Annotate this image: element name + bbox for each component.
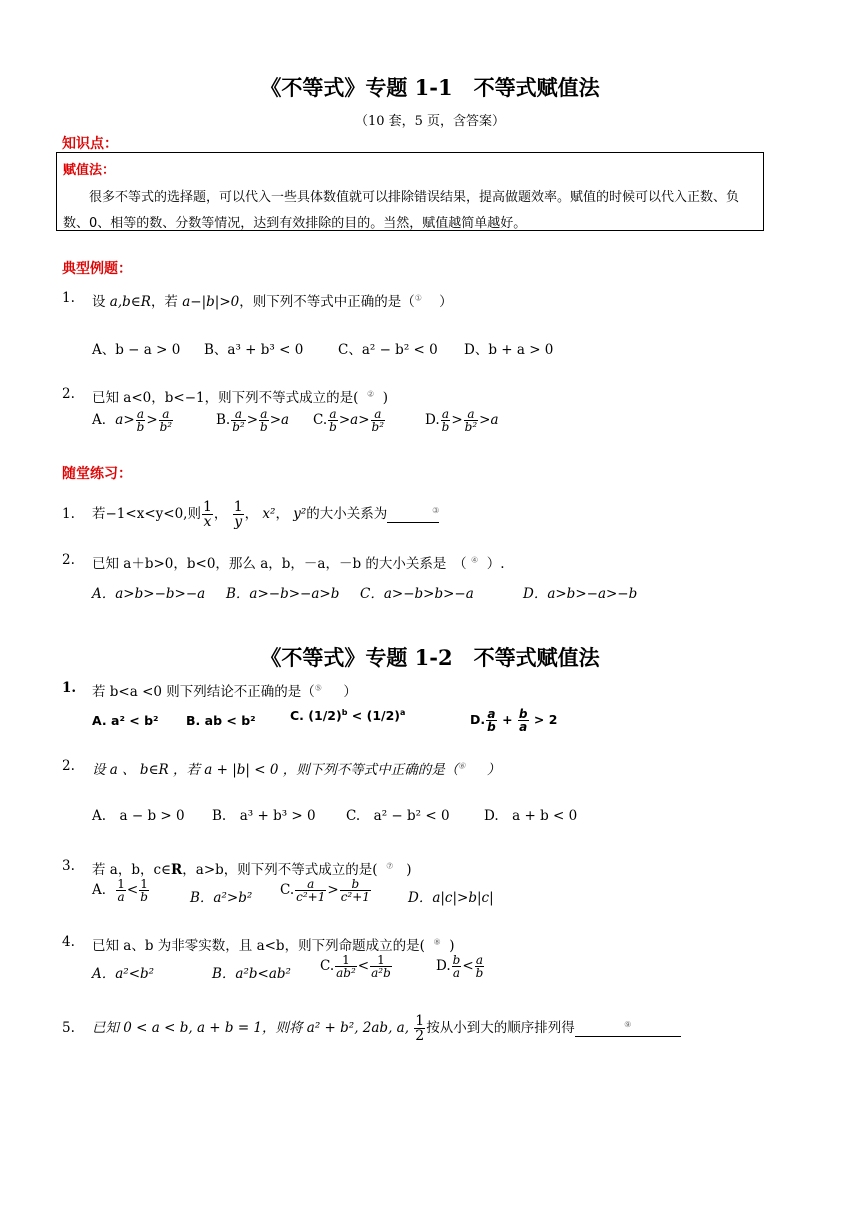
knowledge-box — [56, 152, 764, 231]
s2-q2-option-a: A. a − b > 0 — [92, 808, 185, 824]
answer-mark: ⑧ — [433, 937, 441, 947]
question-stem: 设 a,b∈R，若 a−|b|>0，则下列不等式中正确的是（① ） — [92, 293, 453, 310]
s2-q1-option-c: C. $(1/2)^b < (1/2)^a$ — [290, 708, 406, 724]
assignment-method-heading: 赋值法： — [63, 163, 116, 178]
question-number: 3. — [62, 858, 75, 874]
answer-mark: ⑤ — [314, 683, 322, 693]
page-subtitle: （10 套，5 页，含答案） — [354, 114, 506, 129]
s2-q3-option-d: D．a|c|>b|c| — [408, 890, 494, 906]
s2-q2-option-b: B. a³ + b³ > 0 — [212, 808, 316, 824]
question-number: 4. — [62, 934, 75, 950]
example-1-option-b: B、a³ + b³ < 0 — [204, 342, 304, 358]
s2-q3-option-b: B．a²>b² — [190, 890, 253, 906]
answer-mark: ① — [414, 293, 422, 303]
answer-mark: ② — [366, 389, 375, 399]
question-stem: 已知 a＋b>0，b<0，那么 a，b，－a，－b 的大小关系是 （ ④ ）. — [92, 555, 505, 572]
example-2-option-b: B. $\frac{a}{\text{b²}}$ > $\frac{a}{b}$ >a — [216, 407, 290, 434]
page-title: 《不等式》专题 1-1 不等式赋值法 — [260, 75, 600, 100]
practice-heading: 随堂练习： — [62, 466, 132, 482]
s2-q1-option-d: D. $\frac{a}{b}$ + $\frac{b}{a}$ > 2 — [470, 707, 558, 734]
s2-q2-option-d: D. a + b < 0 — [484, 808, 578, 824]
answer-mark: ⑦ — [386, 861, 394, 871]
answer-mark: ⑨ — [624, 1019, 632, 1029]
answer-mark: ⑥ — [458, 761, 466, 771]
question-stem: 已知 0 < a < b, a + b = 1，则将 a² + b², 2ab, a, $\frac{1}{2}$ 按从小到大的顺序排列得 ⑨ — [92, 1014, 681, 1043]
question-stem: 已知 a、b 为非零实数，且 a<b，则下列命题成立的是( ⑧ ) — [92, 937, 455, 954]
question-stem: 设 a 、 b∈R ，若 a + |b| < 0 ，则下列不等式中正确的是（⑥ ） — [92, 761, 501, 778]
practice-2-option-a: A．a>b>−b>−a — [92, 586, 206, 602]
example-1-option-c: C、a² − b² < 0 — [338, 342, 438, 358]
knowledge-heading: 知识点： — [62, 136, 118, 152]
practice-2-option-b: B．a>−b>−a>b — [226, 586, 340, 602]
s2-q2-option-c: C. a² − b² < 0 — [346, 808, 450, 824]
question-number: 5. — [62, 1020, 75, 1036]
section-2-title: 《不等式》专题 1-2 不等式赋值法 — [260, 645, 600, 670]
s2-q3-option-a: A． $\frac{1}{a}$ < $\frac{1}{b}$ — [92, 877, 148, 904]
question-stem: 已知 a<0，b<−1，则下列不等式成立的是( ② ) — [92, 389, 389, 406]
s2-q4-option-b: B．a²b<ab² — [212, 966, 291, 982]
example-2-option-c: C. $\frac{a}{b}$ >a> $\frac{a}{\text{b²}}$ — [313, 407, 385, 434]
question-number: 2. — [62, 758, 75, 774]
answer-mark: ③ — [432, 505, 440, 515]
practice-2-option-c: C．a>−b>b>−a — [360, 586, 474, 602]
practice-2-option-d: D．a>b>−a>−b — [523, 586, 638, 602]
s2-q1-option-a: A. a² < b² — [92, 713, 159, 728]
s2-q4-option-a: A．a²<b² — [92, 966, 155, 982]
question-stem: 若 a，b，c∈R，a>b，则下列不等式成立的是( ⑦ ) — [92, 861, 412, 878]
s2-q3-option-c: C. $\frac{a}{\text{c²+1}}$ > $\frac{b}{\text{c²+1}}$ — [280, 877, 370, 904]
example-1-option-d: D、b + a > 0 — [464, 342, 554, 358]
examples-heading: 典型例题： — [62, 261, 132, 277]
s2-q1-option-b: B. ab < b² — [186, 713, 256, 728]
example-2-option-d: D. $\frac{a}{b}$ > $\frac{a}{\text{b²}}$ >a — [425, 407, 499, 434]
s2-q4-option-c: C. $\frac{1}{\text{ab²}}$ < $\frac{1}{\text{a²b}}$ — [320, 953, 391, 980]
question-number: 1. — [62, 680, 77, 696]
question-number: 2. — [62, 552, 75, 568]
question-number: 1. — [62, 506, 75, 522]
answer-mark: ④ — [470, 555, 479, 565]
question-number: 2. — [62, 386, 75, 402]
example-2-option-a: A．a> $\frac{a}{b}$ > $\frac{a}{\text{b²}}$ — [92, 407, 173, 434]
question-number: 1. — [62, 290, 75, 306]
example-1-option-a: A、b − a > 0 — [92, 342, 181, 358]
question-stem: 若 b<a <0 则下列结论不正确的是（⑤ ） — [92, 683, 357, 700]
question-stem: 若−1<x<y<0,则 $\frac{1}{x}$ ， $\frac{1}{y}$ ， x²， y²的大小关系为 ③ — [92, 499, 440, 530]
assignment-method-text: 很多不等式的选择题，可以代入一些具体数值就可以排除错误结果，提高做题效率。赋值的时候可以代入正数、负数、0、相等的数、分数等情况，达到有效排除的目的。当然，赋值越简单越好。 — [63, 190, 740, 231]
s2-q4-option-d: D. $\frac{b}{a}$ < $\frac{a}{b}$ — [436, 953, 484, 980]
